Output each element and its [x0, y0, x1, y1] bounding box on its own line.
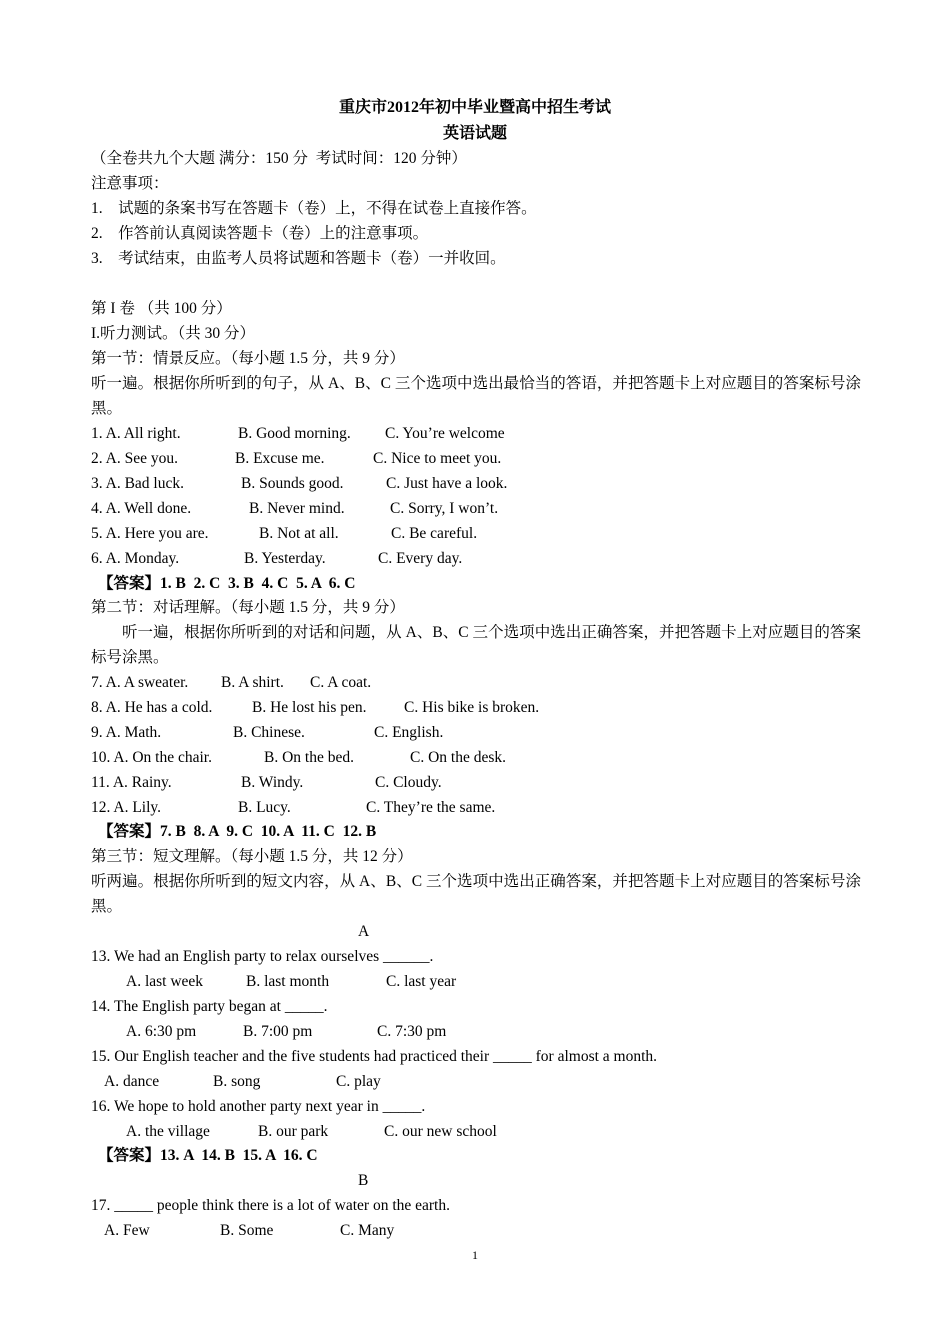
- option-c: C. Nice to meet you.: [373, 450, 502, 467]
- exam-title: 重庆市2012年初中毕业暨高中招生考试: [338, 99, 611, 116]
- section-heading: I.听力测试。（共 30 分）: [91, 325, 256, 342]
- exam-subject-title: 英语试题: [442, 125, 507, 142]
- option-b: B. Sounds good.: [241, 475, 344, 492]
- option-b: B. last month: [246, 973, 330, 990]
- option-a: 9. A. Math.: [91, 724, 162, 741]
- page-number: 1: [472, 1248, 478, 1262]
- subsection-instruction: 听两遍。根据你所听到的短文内容，从 A、B、C 三个选项中选出正确答案，并把答题卡上对应题目的答案标号涂黑。: [91, 873, 861, 915]
- option-a: 3. A. Bad luck.: [91, 475, 184, 492]
- part-heading: 第 I 卷 （共 100 分）: [91, 300, 232, 317]
- option-b: B. our park: [258, 1123, 329, 1140]
- option-c: C. They’re the same.: [366, 799, 496, 816]
- option-b: B. song: [213, 1073, 261, 1090]
- passage-label: B: [358, 1172, 369, 1189]
- notice-item: 3. 考试结束，由监考人员将试题和答题卡（卷）一并收回。: [91, 250, 506, 267]
- option-a: 2. A. See you.: [91, 450, 178, 467]
- subsection-heading: 第一节：情景反应。（每小题 1.5 分，共 9 分）: [91, 350, 405, 367]
- option-c: C. A coat.: [310, 674, 372, 691]
- option-a: 5. A. Here you are.: [91, 525, 209, 542]
- subsection-heading: 第二节：对话理解。（每小题 1.5 分，共 9 分）: [91, 599, 405, 616]
- option-c: C. our new school: [384, 1123, 497, 1140]
- answer-key: 【答案】7. B 8. A 9. C 10. A 11. C 12. B: [98, 823, 377, 840]
- option-a: 11. A. Rainy.: [91, 774, 172, 791]
- option-b: B. On the bed.: [264, 749, 354, 766]
- question-stem: 17. _____ people think there is a lot of water on the earth.: [91, 1197, 450, 1214]
- option-c: C. Sorry, I won’t.: [390, 500, 499, 517]
- option-b: B. A shirt.: [221, 674, 284, 691]
- option-c: C. His bike is broken.: [404, 699, 540, 716]
- option-a: A. 6:30 pm: [126, 1023, 197, 1040]
- option-c: C. English.: [374, 724, 444, 741]
- passage-label: A: [358, 923, 370, 940]
- option-a: 7. A. A sweater.: [91, 674, 189, 691]
- option-c: C. You’re welcome: [385, 425, 505, 442]
- question-stem: 16. We hope to hold another party next year in _____.: [91, 1098, 426, 1115]
- option-a: A. Few: [104, 1222, 150, 1239]
- option-c: C. play: [336, 1073, 381, 1090]
- option-a: 4. A. Well done.: [91, 500, 192, 517]
- option-c: C. Just have a look.: [386, 475, 508, 492]
- option-b: B. Chinese.: [233, 724, 305, 741]
- option-b: B. He lost his pen.: [252, 699, 367, 716]
- option-a: A. last week: [126, 973, 204, 990]
- question-stem: 13. We had an English party to relax ourselves ______.: [91, 948, 434, 965]
- option-b: B. Good morning.: [238, 425, 351, 442]
- notice-heading: 注意事项：: [91, 175, 169, 192]
- question-stem: 15. Our English teacher and the five students had practiced their _____ for almost a month.: [91, 1048, 658, 1065]
- option-c: C. On the desk.: [410, 749, 507, 766]
- answer-key: 【答案】1. B 2. C 3. B 4. C 5. A 6. C: [98, 575, 356, 592]
- exam-info: （全卷共九个大题 满分：150 分 考试时间：120 分钟）: [91, 150, 467, 167]
- notice-item: 1. 试题的条案书写在答题卡（卷）上，不得在试卷上直接作答。: [91, 200, 537, 217]
- option-b: B. 7:00 pm: [243, 1023, 313, 1040]
- option-b: B. Excuse me.: [235, 450, 325, 467]
- option-c: C. Be careful.: [391, 525, 478, 542]
- option-c: C. Every day.: [378, 550, 463, 567]
- option-c: C. Cloudy.: [375, 774, 442, 791]
- option-a: 8. A. He has a cold.: [91, 699, 213, 716]
- subsection-instruction: 听一遍，根据你所听到的对话和问题，从 A、B、C 三个选项中选出正确答案，并把答题卡上对应题目的答案标号涂黑。: [91, 624, 861, 666]
- option-a: 1. A. All right.: [91, 425, 181, 442]
- option-c: C. last year: [386, 973, 457, 990]
- subsection-heading: 第三节：短文理解。（每小题 1.5 分，共 12 分）: [91, 848, 413, 865]
- option-c: C. Many: [340, 1222, 395, 1239]
- option-a: 6. A. Monday.: [91, 550, 180, 567]
- option-a: A. dance: [104, 1073, 160, 1090]
- notice-item: 2. 作答前认真阅读答题卡（卷）上的注意事项。: [91, 225, 429, 242]
- option-a: 12. A. Lily.: [91, 799, 162, 816]
- option-a: A. the village: [126, 1123, 210, 1140]
- option-a: 10. A. On the chair.: [91, 749, 212, 766]
- option-b: B. Some: [220, 1222, 274, 1239]
- option-b: B. Lucy.: [238, 799, 291, 816]
- subsection-instruction: 听一遍。根据你所听到的句子，从 A、B、C 三个选项中选出最恰当的答语，并把答题卡上对应题目的答案标号涂黑。: [91, 375, 861, 417]
- option-c: C. 7:30 pm: [377, 1023, 447, 1040]
- option-b: B. Yesterday.: [244, 550, 326, 567]
- option-b: B. Never mind.: [249, 500, 345, 517]
- question-stem: 14. The English party began at _____.: [91, 998, 328, 1015]
- answer-key: 【答案】13. A 14. B 15. A 16. C: [98, 1147, 318, 1164]
- option-b: B. Windy.: [241, 774, 304, 791]
- option-b: B. Not at all.: [259, 525, 339, 542]
